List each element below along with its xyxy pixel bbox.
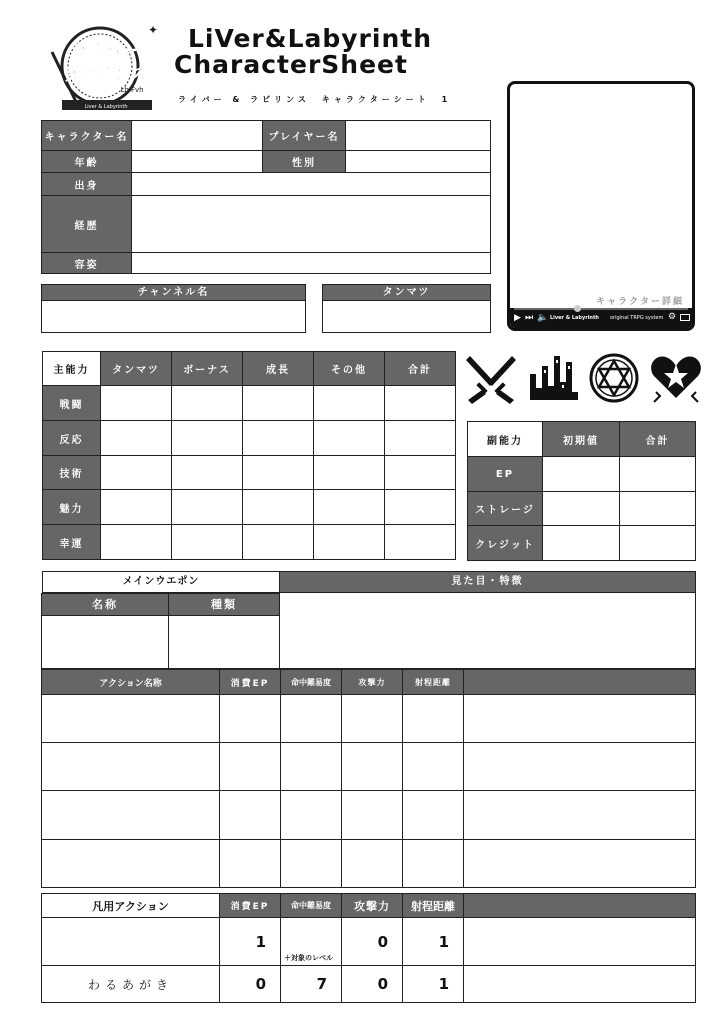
title-line1: LiVer&Labyrinth — [188, 24, 433, 53]
heart-star-icon — [648, 352, 704, 406]
notes-cell[interactable] — [464, 966, 696, 1003]
title-line2: CharacterSheet — [174, 50, 408, 79]
col-tanmatsu: タンマツ — [101, 352, 172, 386]
stat-cell[interactable] — [620, 526, 696, 561]
label-player-name: プレイヤー名 — [263, 121, 346, 151]
stat-cell[interactable] — [314, 456, 385, 490]
stat-cell[interactable] — [172, 456, 243, 490]
look-header: 見た目・特徴 — [279, 571, 696, 593]
hexagram-icon — [588, 352, 640, 404]
age-field[interactable] — [132, 151, 263, 173]
subtitle: ライバー & ラビリンス キャラクターシート 1 — [178, 95, 452, 104]
stat-cell[interactable] — [543, 492, 620, 526]
action-cell[interactable] — [42, 695, 220, 743]
action-cell[interactable] — [403, 743, 464, 791]
stat-cell[interactable] — [314, 386, 385, 421]
action-cell[interactable] — [464, 743, 696, 791]
stat-icons — [464, 350, 704, 410]
row-combat: 戦闘 — [43, 386, 101, 421]
play-icon[interactable]: ▶ — [514, 313, 521, 323]
stat-cell[interactable] — [101, 490, 172, 525]
action-cell[interactable] — [464, 695, 696, 743]
stat-cell[interactable] — [172, 421, 243, 456]
action-cell[interactable] — [220, 840, 281, 888]
svg-text:✦: ✦ — [148, 23, 158, 37]
col-hit: 命中難易度 — [281, 670, 342, 695]
stat-cell[interactable] — [385, 386, 456, 421]
stat-cell[interactable] — [101, 421, 172, 456]
profile-table — [41, 120, 491, 274]
common-action-name[interactable] — [42, 918, 220, 966]
stat-cell[interactable] — [620, 457, 696, 492]
hit-cell — [281, 918, 342, 966]
action-cell[interactable] — [403, 840, 464, 888]
character-name-field[interactable] — [132, 121, 263, 151]
stat-cell[interactable] — [172, 525, 243, 560]
weapon-type-header: 種類 — [168, 593, 280, 616]
col-total: 合計 — [385, 352, 456, 386]
portrait-caption: キャラクター詳細 — [596, 297, 684, 307]
action-cell[interactable] — [42, 791, 220, 840]
action-cell[interactable] — [342, 743, 403, 791]
action-cell[interactable] — [281, 840, 342, 888]
stat-cell[interactable] — [101, 386, 172, 421]
hit-value: 7 — [281, 966, 342, 1003]
stat-cell[interactable] — [385, 525, 456, 560]
attack-value: 0 — [342, 918, 403, 966]
svg-text:ラビリンス: ラビリンス — [61, 65, 147, 85]
stat-cell[interactable] — [314, 421, 385, 456]
stat-cell[interactable] — [243, 386, 314, 421]
channel-name-field[interactable] — [41, 300, 306, 333]
main-stats-table — [42, 351, 456, 560]
player-name-field[interactable] — [346, 121, 491, 151]
common-actions-table — [41, 893, 696, 1003]
progress-track — [514, 308, 688, 310]
col-growth: 成長 — [243, 352, 314, 386]
player-title: Liver & Labyrinth — [550, 315, 599, 321]
weapon-type-field[interactable] — [168, 615, 280, 669]
action-cell[interactable] — [42, 840, 220, 888]
stat-cell[interactable] — [243, 456, 314, 490]
svg-text:Lb.Fvh: Lb.Fvh — [120, 86, 144, 94]
stat-cell[interactable] — [101, 456, 172, 490]
gender-field[interactable] — [346, 151, 491, 173]
progress-knob[interactable] — [574, 305, 581, 312]
label-origin: 出身 — [42, 173, 132, 196]
common-actions-header: 凡用アクション — [42, 894, 220, 918]
fullscreen-icon[interactable] — [680, 314, 690, 321]
col-attack: 攻撃力 — [342, 894, 403, 918]
svg-text:Liver & Labyrinth: Liver & Labyrinth — [84, 104, 128, 110]
action-cell[interactable] — [281, 791, 342, 840]
tanmatsu-header: タンマツ — [322, 284, 491, 301]
history-field[interactable] — [132, 196, 491, 253]
col-action-name: アクション名称 — [42, 670, 220, 695]
col-initial: 初期値 — [543, 422, 620, 457]
stat-cell[interactable] — [543, 526, 620, 561]
ep-cost-value: 1 — [220, 918, 281, 966]
sub-stats-table — [467, 421, 696, 561]
row-reaction: 反応 — [43, 421, 101, 456]
origin-field[interactable] — [132, 173, 491, 196]
stat-cell[interactable] — [385, 490, 456, 525]
action-cell[interactable] — [342, 791, 403, 840]
stat-cell[interactable] — [620, 492, 696, 526]
action-cell[interactable] — [403, 791, 464, 840]
hit-note: ＋対象のレベル — [284, 954, 333, 962]
col-range: 射程距離 — [403, 670, 464, 695]
channel-name-header: チャンネル名 — [41, 284, 306, 301]
col-notes — [464, 894, 696, 918]
row-credit: クレジット — [468, 526, 543, 561]
action-cell[interactable] — [342, 840, 403, 888]
range-value: 1 — [403, 918, 464, 966]
volume-icon[interactable]: 🔈 — [537, 313, 549, 323]
col-ep-cost: 消費EP — [220, 670, 281, 695]
portrait-frame[interactable] — [507, 81, 695, 331]
sub-stats-header: 副能力 — [468, 422, 543, 457]
row-technique: 技術 — [43, 456, 101, 490]
stat-cell[interactable] — [314, 490, 385, 525]
stat-cell[interactable] — [385, 421, 456, 456]
action-cell[interactable] — [220, 791, 281, 840]
ep-cost-value: 0 — [220, 966, 281, 1003]
action-cell[interactable] — [281, 743, 342, 791]
player-sub: original TRPG system — [610, 315, 664, 321]
crossed-swords-icon — [464, 352, 518, 406]
stat-cell[interactable] — [172, 490, 243, 525]
label-appearance: 容姿 — [42, 253, 132, 274]
col-hit: 命中難易度 — [281, 894, 342, 918]
col-notes — [464, 670, 696, 695]
weapon-name-field[interactable] — [41, 615, 169, 669]
struggle-action-name: わるあがき — [42, 966, 220, 1003]
svg-text:ライバー: ライバー — [70, 41, 138, 61]
action-cell[interactable] — [342, 695, 403, 743]
stat-cell[interactable] — [101, 525, 172, 560]
actions-table — [41, 669, 696, 888]
look-field[interactable] — [279, 592, 696, 669]
attack-value: 0 — [342, 966, 403, 1003]
appearance-field[interactable] — [132, 253, 491, 274]
label-age: 年齢 — [42, 151, 132, 173]
label-gender: 性別 — [263, 151, 346, 173]
action-cell[interactable] — [464, 840, 696, 888]
label-history: 経歴 — [42, 196, 132, 253]
stat-cell[interactable] — [243, 525, 314, 560]
stat-cell[interactable] — [243, 490, 314, 525]
stat-cell[interactable] — [172, 386, 243, 421]
stat-cell[interactable] — [385, 456, 456, 490]
main-weapon-title: メインウエポン — [42, 571, 280, 593]
col-other: その他 — [314, 352, 385, 386]
action-cell[interactable] — [403, 695, 464, 743]
action-cell[interactable] — [42, 743, 220, 791]
row-charm: 魅力 — [43, 490, 101, 525]
action-cell[interactable] — [281, 695, 342, 743]
city-icon — [528, 352, 580, 404]
row-luck: 幸運 — [43, 525, 101, 560]
action-cell[interactable] — [464, 791, 696, 840]
range-value: 1 — [403, 966, 464, 1003]
stat-cell[interactable] — [543, 457, 620, 492]
col-ep-cost: 消費EP — [220, 894, 281, 918]
main-stats-header: 主能力 — [43, 352, 101, 386]
col-sub-total: 合計 — [620, 422, 696, 457]
stat-cell[interactable] — [243, 421, 314, 456]
action-cell[interactable] — [220, 743, 281, 791]
row-ep: EP — [468, 457, 543, 492]
logo — [48, 22, 158, 114]
tanmatsu-field[interactable] — [322, 300, 491, 333]
stat-cell[interactable] — [314, 525, 385, 560]
col-range: 射程距離 — [403, 894, 464, 918]
col-bonus: ボーナス — [172, 352, 243, 386]
notes-cell[interactable] — [464, 918, 696, 966]
settings-icon[interactable]: ⚙ — [668, 312, 677, 322]
weapon-name-header: 名称 — [41, 593, 169, 616]
action-cell[interactable] — [220, 695, 281, 743]
col-attack: 攻撃力 — [342, 670, 403, 695]
player-bar — [510, 308, 692, 328]
label-character-name: キャラクター名 — [42, 121, 132, 151]
row-storage: ストレージ — [468, 492, 543, 526]
next-icon[interactable]: ⏭ — [525, 313, 534, 323]
